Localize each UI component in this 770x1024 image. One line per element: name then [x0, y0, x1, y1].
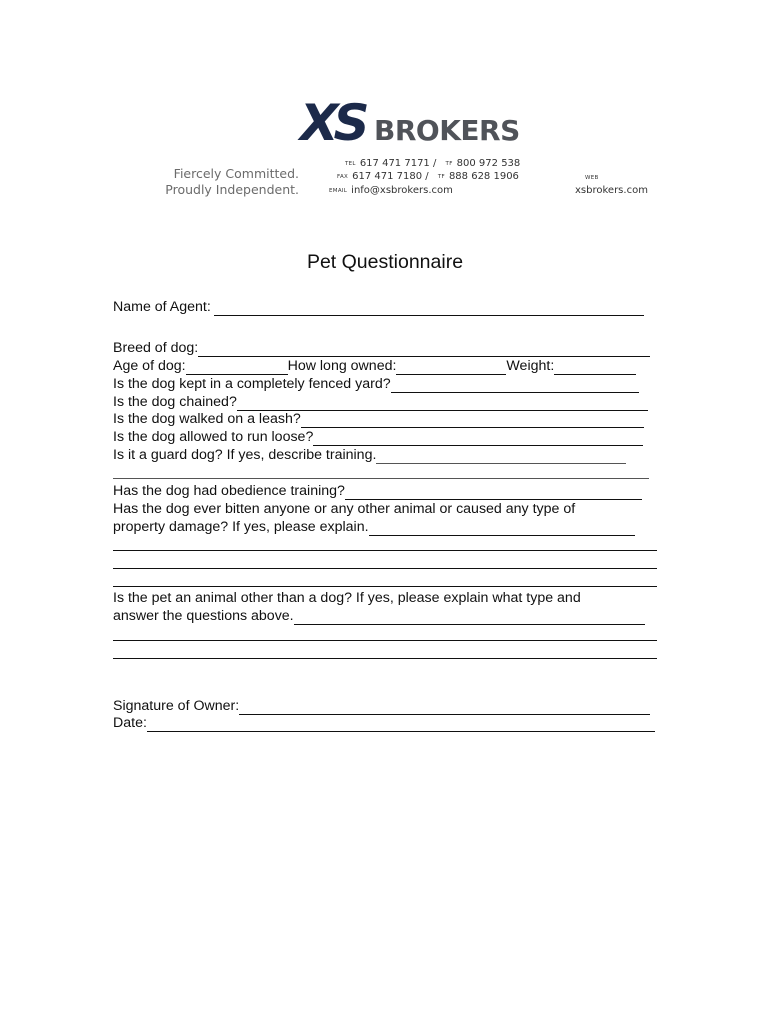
fenced-row [113, 375, 639, 393]
date-field[interactable] [147, 718, 655, 732]
guard-label: Is it a guard dog? If yes, describe training. [113, 447, 377, 463]
bitten-label-1: Has the dog ever bitten anyone or any other animal or caused any type of [113, 501, 576, 517]
leash-row [113, 410, 644, 428]
tf-number: 800 972 538 [456, 158, 521, 169]
how-long-field[interactable] [396, 361, 506, 375]
web-address: xsbrokers.com [575, 185, 648, 196]
leash-label: Is the dog walked on a leash? [113, 411, 301, 427]
name-of-agent-label: Name of Agent: [113, 299, 211, 315]
bitten-row-2 [113, 518, 635, 536]
bitten-extra-line-1[interactable] [113, 550, 657, 551]
tagline-line-1: Fiercely Committed. [173, 166, 299, 181]
email-label: EMAIL [329, 188, 348, 194]
loose-label: Is the dog allowed to run loose? [113, 429, 314, 445]
other-label-1: Is the pet an animal other than a dog? If yes, please explain what type and [113, 590, 581, 606]
tel-number: 617 471 7171 / [359, 158, 437, 169]
other-field[interactable] [294, 611, 645, 625]
fax-number: 617 471 7180 / [352, 171, 429, 182]
fax-label: FAX [337, 174, 349, 180]
name-of-agent-field[interactable] [214, 302, 644, 316]
loose-row [113, 428, 643, 446]
page-title: Pet Questionnaire [306, 251, 464, 273]
other-extra-line-2[interactable] [113, 658, 657, 659]
bitten-extra-line-2[interactable] [113, 568, 657, 569]
signature-label: Signature of Owner: [113, 698, 240, 714]
weight-label: Weight: [506, 358, 555, 374]
other-row-2 [113, 607, 645, 625]
guard-row [113, 446, 626, 464]
name-of-agent-row [113, 298, 644, 316]
chained-field[interactable] [237, 397, 648, 411]
tf2-number: 888 628 1906 [448, 171, 519, 182]
tf-label: TF [445, 161, 453, 167]
obedience-field[interactable] [345, 486, 642, 500]
loose-field[interactable] [313, 432, 643, 446]
other-label-2: answer the questions above. [113, 608, 294, 624]
guard-field[interactable] [376, 450, 626, 464]
chained-row [113, 393, 648, 411]
logo-xs: XS [300, 94, 365, 152]
tel-label: TEL [345, 161, 356, 167]
signature-field[interactable] [239, 701, 650, 715]
contact-fax-row [337, 170, 519, 184]
web-label: WEB [585, 175, 599, 181]
email-address: info@xsbrokers.com [351, 185, 453, 196]
date-row [113, 714, 655, 732]
leash-field[interactable] [301, 414, 644, 428]
age-label: Age of dog: [113, 358, 186, 374]
age-field[interactable] [186, 361, 288, 375]
tagline [99, 166, 299, 198]
logo-brokers: BROKERS [374, 114, 520, 147]
fenced-field[interactable] [391, 379, 639, 393]
tagline-line-2: Proudly Independent. [165, 182, 299, 197]
web-label-row [585, 171, 603, 185]
web-row [575, 184, 648, 197]
breed-row [113, 339, 650, 357]
obedience-label: Has the dog had obedience training? [113, 483, 345, 499]
bitten-extra-line-3[interactable] [113, 586, 657, 587]
bitten-field[interactable] [369, 522, 635, 536]
date-label: Date: [113, 715, 147, 731]
contact-tel-row [345, 157, 520, 171]
other-extra-line-1[interactable] [113, 640, 657, 641]
guard-extra-line[interactable] [113, 478, 649, 479]
breed-label: Breed of dog: [113, 340, 199, 356]
bitten-row-1 [113, 500, 575, 518]
bitten-label-2: property damage? If yes, please explain. [113, 519, 369, 535]
age-row [113, 357, 636, 375]
signature-row [113, 697, 650, 715]
other-row-1 [113, 589, 581, 607]
tf2-label: TF [437, 174, 445, 180]
how-long-label: How long owned: [287, 358, 397, 374]
contact-email-row [329, 184, 453, 198]
weight-field[interactable] [554, 361, 636, 375]
breed-field[interactable] [198, 343, 650, 357]
chained-label: Is the dog chained? [113, 394, 237, 410]
obedience-row [113, 482, 642, 500]
fenced-label: Is the dog kept in a completely fenced yard? [113, 376, 391, 392]
